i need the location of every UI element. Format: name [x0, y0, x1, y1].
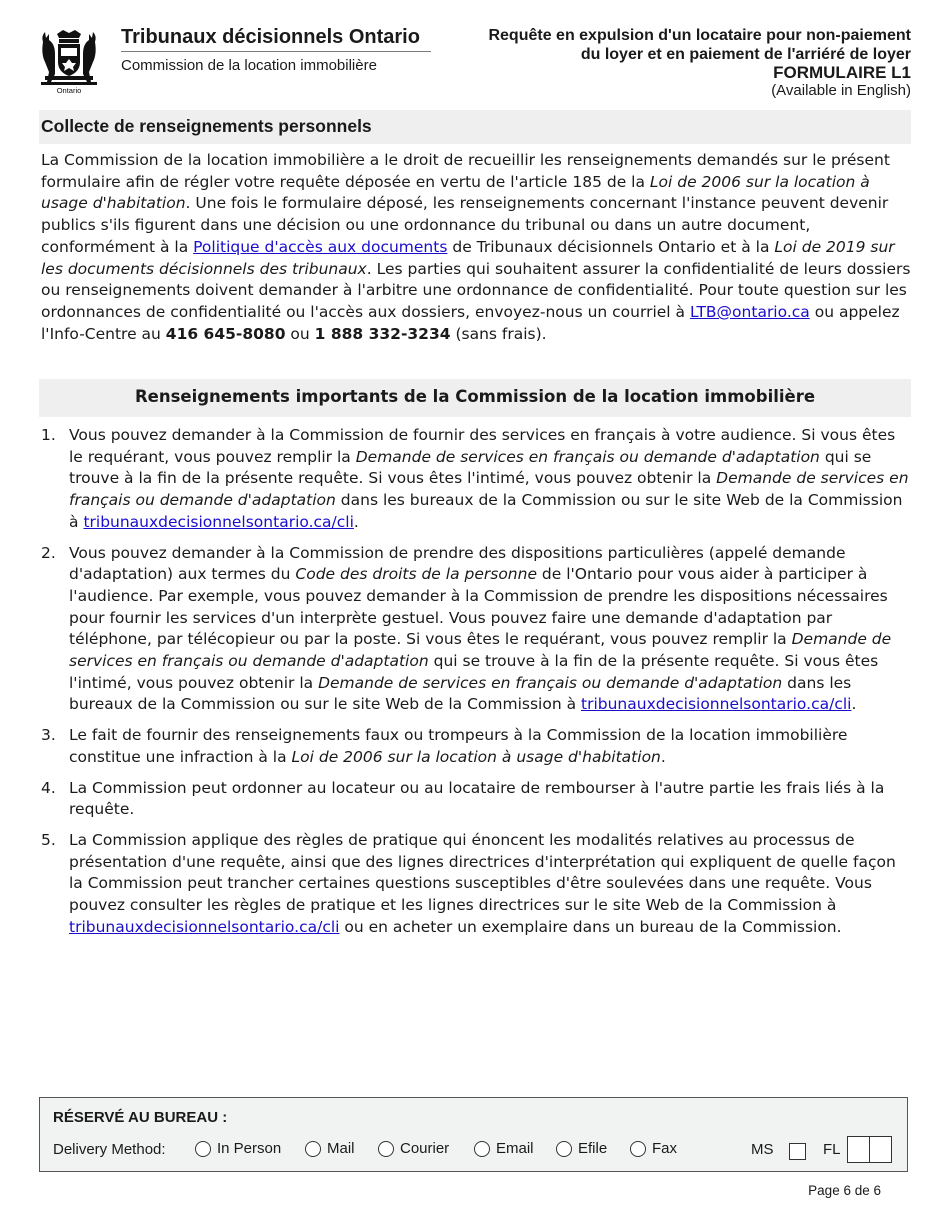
option-label: Mail	[327, 1140, 355, 1157]
fl-label: FL	[823, 1141, 841, 1158]
privacy-text: . Une fois le formulaire déposé, les renseignements concernant l'instance peuvent devenir publics s'ils figurent dans une décision ou une ordonnance du tribunal ou dans un autre document, conformément à la	[41, 194, 889, 256]
item-text: qui se trouve à la fin de la présente requête. Si vous êtes l'intimé, vous pouvez obtenir la	[69, 447, 872, 488]
code-title: Code des droits de la personne	[295, 565, 537, 584]
ms-checkbox[interactable]	[789, 1143, 806, 1160]
item-text: .	[851, 695, 857, 714]
item-number: 2.	[41, 543, 56, 562]
office-use-title: RÉSERVÉ AU BUREAU :	[53, 1109, 228, 1126]
item-text: Vous pouvez demander à la Commission de fournir des services en français à votre audience. Si vous êtes le requérant, vous pouvez remplir la	[69, 426, 896, 466]
item-number: 1.	[41, 426, 56, 444]
ontario-coat-of-arms-logo	[37, 26, 101, 94]
radio-button[interactable]	[378, 1141, 394, 1157]
option-label: Courier	[400, 1140, 450, 1157]
item-text: Le fait de fournir des renseignements faux ou trompeurs à la Commission de la location immobilière constitue une infraction à la	[69, 726, 848, 766]
tribunal-website-link[interactable]: tribunauxdecisionnelsontario.ca/cli	[581, 695, 852, 714]
phone-number: 416 645-8080	[165, 324, 286, 343]
privacy-heading: Collecte de renseignements personnels	[41, 116, 372, 136]
form-title-line-1: Requête en expulsion d'un locataire pour non-paiement	[488, 27, 911, 44]
list-item	[41, 830, 913, 939]
law-title: Loi de 2019 sur les documents décisionnels des tribunaux	[41, 237, 895, 278]
organization-name: Tribunaux décisionnels Ontario	[121, 26, 420, 48]
delivery-option-mail[interactable]	[305, 1140, 355, 1157]
law-title: Loi de 2006 sur la location à usage d'habitation	[291, 747, 661, 766]
item-text: de l'Ontario pour vous aider à participer à l'audience. Par exemple, vous pouvez demander à la Commission de prendre les dispositions nécessaires pour fournir les services d'un interprète gestuel. Vous pouvez faire une demande d'adaptation par téléphone, par télécopieur ou par la poste. Si vous êtes le requérant, vous pouvez remplir la	[69, 565, 888, 649]
privacy-text: ou appelez l'Info-Centre au	[41, 302, 900, 343]
item-text: La Commission peut ordonner au locateur ou au locataire de rembourser à l'autre partie les frais liés à la requête.	[69, 778, 885, 819]
radio-button[interactable]	[195, 1141, 211, 1157]
important-info-list	[41, 425, 913, 947]
privacy-text: La Commission de la location immobilière a le droit de recueillir les renseignements demandés sur le présent formulaire afin de régler votre requête déposée en vertu de l'article 185 de la	[41, 151, 890, 191]
header-divider	[121, 51, 431, 52]
list-item	[41, 725, 913, 768]
item-text: dans les bureaux de la Commission ou sur le site Web de la Commission à	[69, 673, 852, 714]
important-info-heading: Renseignements importants de la Commission de la location immobilière	[134, 387, 816, 406]
option-label: Efile	[578, 1140, 608, 1157]
item-number: 4.	[41, 778, 56, 797]
form-title: Demande de services en français ou demande d'adaptation	[69, 630, 892, 671]
available-in-english: (Available in English)	[771, 82, 911, 99]
list-item	[41, 778, 913, 821]
privacy-paragraph	[41, 150, 913, 345]
radio-button[interactable]	[305, 1141, 321, 1157]
fl-input-box-2[interactable]	[869, 1136, 892, 1163]
delivery-option-in-person[interactable]	[195, 1140, 281, 1157]
important-info-header	[39, 379, 911, 417]
access-policy-link[interactable]: Politique d'accès aux documents	[193, 237, 448, 256]
tribunal-website-link[interactable]: tribunauxdecisionnelsontario.ca/cli	[83, 512, 354, 531]
page-header	[0, 0, 950, 110]
option-label: Email	[496, 1140, 534, 1157]
svg-text:Ontario: Ontario	[56, 86, 82, 94]
option-label: In Person	[217, 1140, 282, 1157]
organization-subtitle: Commission de la location immobilière	[121, 57, 377, 74]
privacy-text: . Les parties qui souhaitent assurer la confidentialité de leurs dossiers ou renseignements doivent demander à l'arbitre une ordonnance de confidentialité. Pour toute question sur les ordonnances de confidentialité ou l'accès aux dossiers, envoyez-nous un courriel à	[41, 259, 911, 321]
item-number: 5.	[41, 830, 56, 849]
delivery-option-fax[interactable]	[630, 1140, 677, 1157]
delivery-method-label: Delivery Method:	[53, 1141, 166, 1158]
item-text: dans les bureaux de la Commission ou sur le site Web de la Commission à	[69, 491, 903, 531]
privacy-text: ou	[285, 324, 315, 343]
form-title: Demande de services en français ou demande d'adaptation	[318, 673, 783, 692]
office-use-box	[39, 1097, 908, 1172]
form-title: Demande de services en français ou demande d'adaptation	[355, 447, 820, 466]
list-item	[41, 543, 913, 717]
item-text: .	[660, 747, 666, 766]
delivery-option-efile[interactable]	[556, 1140, 607, 1157]
option-label: Fax	[652, 1140, 678, 1157]
ltb-email-link[interactable]: LTB@ontario.ca	[689, 302, 810, 321]
item-text: La Commission applique des règles de pratique qui énoncent les modalités relatives au processus de présentation d'une requête, ainsi que des lignes directrices d'interprétation qui expliquent de quelle façon la Commission peut trancher certaines questions susceptibles d'être soulevées dans une requête. Vous pouvez consulter les règles de pratique et les lignes directrices sur le site Web de la Commission à	[69, 830, 896, 915]
form-title-block	[488, 26, 911, 99]
item-text: qui se trouve à la fin de la présente requête. Si vous êtes l'intimé, vous pouvez obtenir la	[69, 652, 879, 692]
law-title: Loi de 2006 sur la location à usage d'habitation	[41, 172, 870, 213]
privacy-text: de Tribunaux décisionnels Ontario et à la	[447, 237, 775, 256]
radio-button[interactable]	[556, 1141, 572, 1157]
tribunal-website-link[interactable]: tribunauxdecisionnelsontario.ca/cli	[69, 917, 340, 936]
fl-input-box-1[interactable]	[847, 1136, 870, 1163]
item-text: Vous pouvez demander à la Commission de prendre des dispositions particulières (appelé demande d'adaptation) aux termes du	[69, 543, 846, 584]
ms-label: MS	[751, 1141, 774, 1158]
item-number: 3.	[41, 726, 56, 745]
radio-button[interactable]	[474, 1141, 490, 1157]
item-text: ou en acheter un exemplaire dans un bureau de la Commission.	[339, 917, 842, 936]
item-text: .	[353, 512, 359, 531]
form-title: Demande de services en français ou demande d'adaptation	[69, 469, 909, 510]
list-item	[41, 425, 913, 534]
privacy-section-header	[39, 110, 911, 144]
page-number: Page 6 de 6	[808, 1183, 881, 1198]
delivery-option-email[interactable]	[474, 1140, 534, 1157]
privacy-text: (sans frais).	[450, 324, 547, 343]
form-title-line-2: du loyer et en paiement de l'arriéré de loyer	[580, 46, 911, 63]
toll-free-number: 1 888 332-3234	[314, 324, 451, 343]
radio-button[interactable]	[630, 1141, 646, 1157]
form-code: FORMULAIRE L1	[773, 63, 911, 82]
delivery-option-courier[interactable]	[378, 1140, 449, 1157]
